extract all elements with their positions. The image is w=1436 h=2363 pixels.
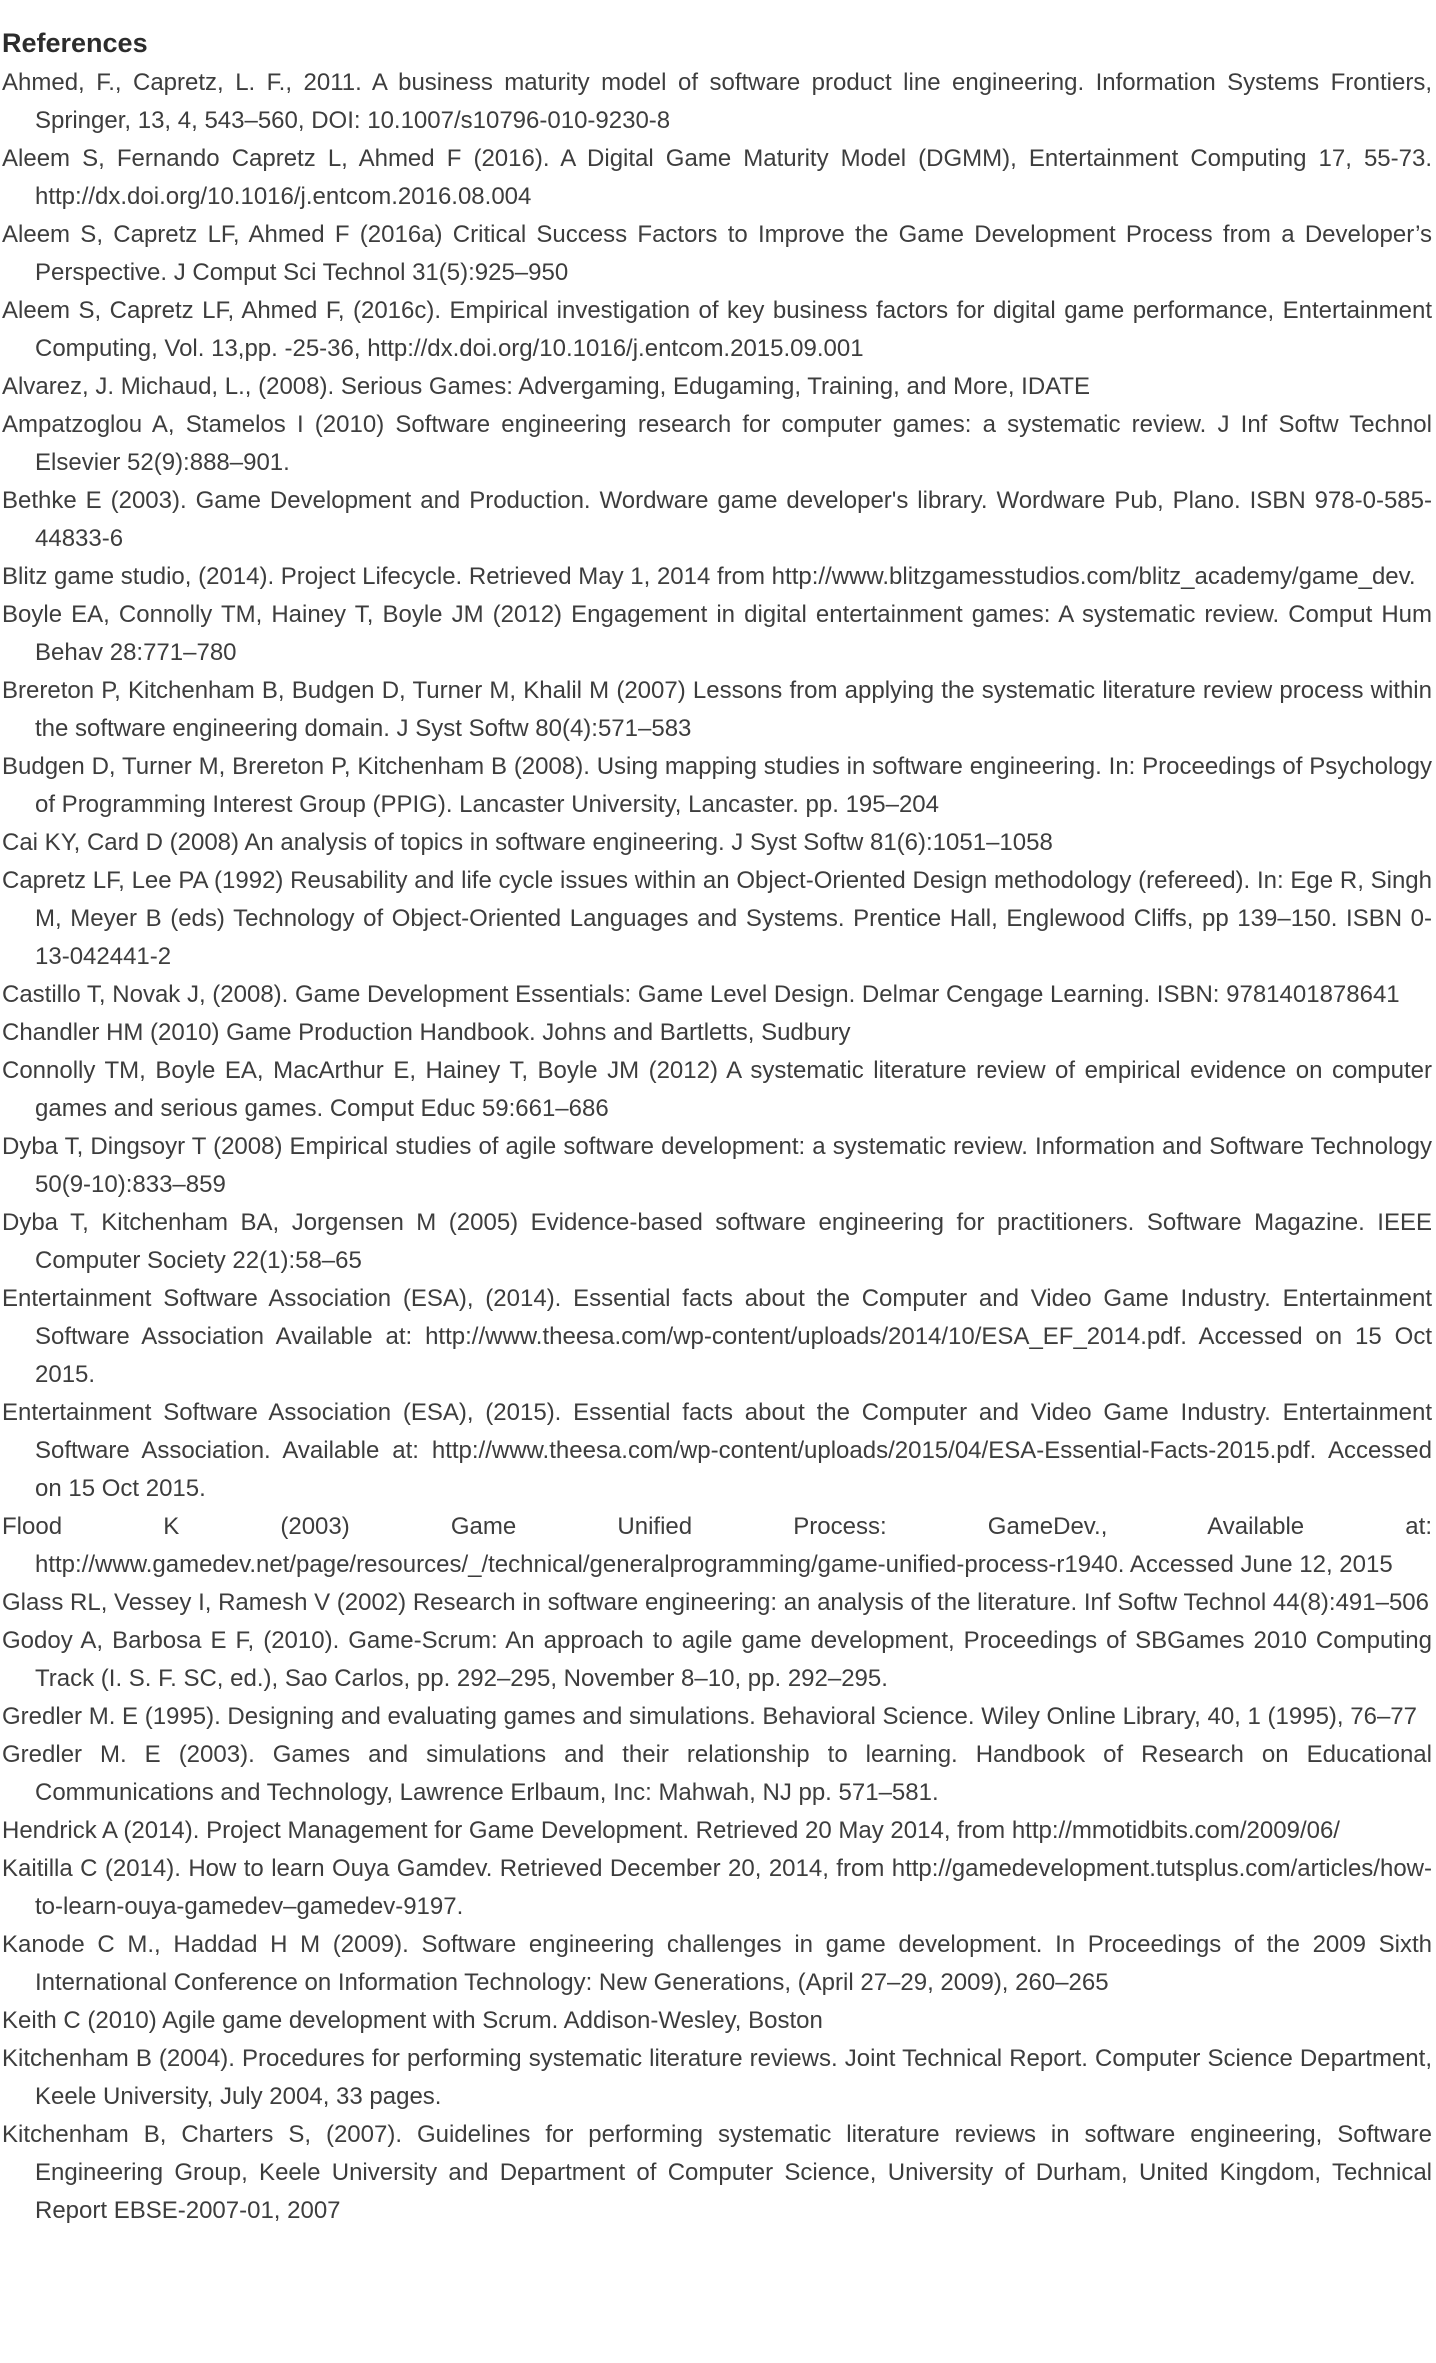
- reference-entry: Brereton P, Kitchenham B, Budgen D, Turner M, Khalil M (2007) Lessons from applying the systematic literature review process within the software engineering domain. J Syst Softw 80(4):571–583: [2, 677, 1432, 742]
- reference-entry: Glass RL, Vessey I, Ramesh V (2002) Research in software engineering: an analysis of the literature. Inf Softw Technol 44(8):491–506: [2, 1589, 1430, 1616]
- reference-entry: Aleem S, Capretz LF, Ahmed F (2016a) Critical Success Factors to Improve the Game Development Process from a Developer’s Perspective. J Comput Sci Technol 31(5):925–950: [2, 221, 1432, 286]
- reference-entry: Aleem S, Fernando Capretz L, Ahmed F (2016). A Digital Game Maturity Model (DGMM), Entertainment Computing 17, 55-73. http://dx.doi.org/10.1016/j.entcom.2016.08.004: [2, 145, 1432, 210]
- reference-entry: Capretz LF, Lee PA (1992) Reusability and life cycle issues within an Object-Oriented Design methodology (refereed). In: Ege R, Singh M, Meyer B (eds) Technology of Object-Oriented Languages and Systems. Prentice Hall, Englewood Cliffs, pp 139–150. ISBN 0-13-042441-2: [2, 867, 1432, 970]
- reference-entry: Cai KY, Card D (2008) An analysis of topics in software engineering. J Syst Softw 81(6):1051–1058: [2, 829, 1053, 856]
- reference-entry: Blitz game studio, (2014). Project Lifecycle. Retrieved May 1, 2014 from http://www.blitzgamesstudios.com/blitz_academy/game_dev.: [2, 563, 1416, 590]
- reference-entry: Entertainment Software Association (ESA), (2015). Essential facts about the Computer and Video Game Industry. Entertainment Software Association. Available at: http://www.theesa.com/wp-content/uploads/2015/04/ESA-Essential-Facts-2015.pdf. Accessed on 15 Oct 2015.: [2, 1399, 1432, 1502]
- reference-entry: Kitchenham B (2004). Procedures for performing systematic literature reviews. Joint Technical Report. Computer Science Department, Keele University, July 2004, 33 pages.: [2, 2045, 1432, 2110]
- reference-entry: Kitchenham B, Charters S, (2007). Guidelines for performing systematic literature reviews in software engineering, Software Engineering Group, Keele University and Department of Computer Science, University of Durham, United Kingdom, Technical Report EBSE-2007-01, 2007: [2, 2121, 1432, 2224]
- reference-entry: Hendrick A (2014). Project Management for Game Development. Retrieved 20 May 2014, from http://mmotidbits.com/2009/06/: [2, 1817, 1340, 1844]
- reference-entry: Alvarez, J. Michaud, L., (2008). Serious Games: Advergaming, Edugaming, Training, and More, IDATE: [2, 373, 1091, 400]
- reference-entry: Castillo T, Novak J, (2008). Game Development Essentials: Game Level Design. Delmar Cengage Learning. ISBN: 9781401878641: [2, 981, 1400, 1008]
- reference-entry: Kanode C M., Haddad H M (2009). Software engineering challenges in game development. In Proceedings of the 2009 Sixth International Conference on Information Technology: New Generations, (April 27–29, 2009), 260–265: [2, 1931, 1432, 1996]
- reference-entry: Boyle EA, Connolly TM, Hainey T, Boyle JM (2012) Engagement in digital entertainment games: A systematic review. Comput Hum Behav 28:771–780: [2, 601, 1432, 666]
- reference-entry: Bethke E (2003). Game Development and Production. Wordware game developer's library. Wordware Pub, Plano. ISBN 978-0-585-44833-6: [2, 487, 1432, 552]
- reference-entry: Flood K (2003) Game Unified Process: GameDev., Available at: http://www.gamedev.net/page/resources/_/technical/generalprogramming/game-unified-process-r1940. Accessed June 12, 2015: [2, 1513, 1432, 1578]
- reference-entry: Aleem S, Capretz LF, Ahmed F, (2016c). Empirical investigation of key business factors for digital game performance, Entertainment Computing, Vol. 13,pp. -25-36, http://dx.doi.org/10.1016/j.entcom.2015.09.001: [2, 297, 1432, 362]
- reference-entry: Dyba T, Kitchenham BA, Jorgensen M (2005) Evidence-based software engineering for practitioners. Software Magazine. IEEE Computer Society 22(1):58–65: [2, 1209, 1432, 1274]
- reference-entry: Gredler M. E (1995). Designing and evaluating games and simulations. Behavioral Science. Wiley Online Library, 40, 1 (1995), 76–77: [2, 1703, 1417, 1730]
- reference-entry: Dyba T, Dingsoyr T (2008) Empirical studies of agile software development: a systematic review. Information and Software Technology 50(9-10):833–859: [2, 1133, 1432, 1198]
- reference-entry: Kaitilla C (2014). How to learn Ouya Gamdev. Retrieved December 20, 2014, from http://gamedevelopment.tutsplus.com/articles/how-to-learn-ouya-gamedev–gamedev-9197.: [2, 1855, 1432, 1920]
- reference-entry: Chandler HM (2010) Game Production Handbook. Johns and Bartletts, Sudbury: [2, 1019, 851, 1046]
- reference-entry: Keith C (2010) Agile game development with Scrum. Addison-Wesley, Boston: [2, 2007, 823, 2034]
- reference-entry: Ampatzoglou A, Stamelos I (2010) Software engineering research for computer games: a systematic review. J Inf Softw Technol Elsevier 52(9):888–901.: [2, 411, 1432, 476]
- reference-entry: Gredler M. E (2003). Games and simulations and their relationship to learning. Handbook of Research on Educational Communications and Technology, Lawrence Erlbaum, Inc: Mahwah, NJ pp. 571–581.: [2, 1741, 1432, 1806]
- reference-entry: Budgen D, Turner M, Brereton P, Kitchenham B (2008). Using mapping studies in software engineering. In: Proceedings of Psychology of Programming Interest Group (PPIG). Lancaster University, Lancaster. pp. 195–204: [2, 753, 1432, 818]
- reference-entry: Ahmed, F., Capretz, L. F., 2011. A business maturity model of software product line engineering. Information Systems Frontiers, Springer, 13, 4, 543–560, DOI: 10.1007/s10796-010-9230-8: [2, 69, 1432, 134]
- references-list: [2, 64, 1432, 2230]
- references-heading: References: [2, 28, 148, 58]
- reference-entry: Godoy A, Barbosa E F, (2010). Game-Scrum: An approach to agile game development, Proceedings of SBGames 2010 Computing Track (I. S. F. SC, ed.), Sao Carlos, pp. 292–295, November 8–10, pp. 292–295.: [2, 1627, 1432, 1692]
- reference-entry: Entertainment Software Association (ESA), (2014). Essential facts about the Computer and Video Game Industry. Entertainment Software Association Available at: http://www.theesa.com/wp-content/uploads/2014/10/ESA_EF_2014.pdf. Accessed on 15 Oct 2015.: [2, 1285, 1432, 1388]
- reference-entry: Connolly TM, Boyle EA, MacArthur E, Hainey T, Boyle JM (2012) A systematic literature review of empirical evidence on computer games and serious games. Comput Educ 59:661–686: [2, 1057, 1432, 1122]
